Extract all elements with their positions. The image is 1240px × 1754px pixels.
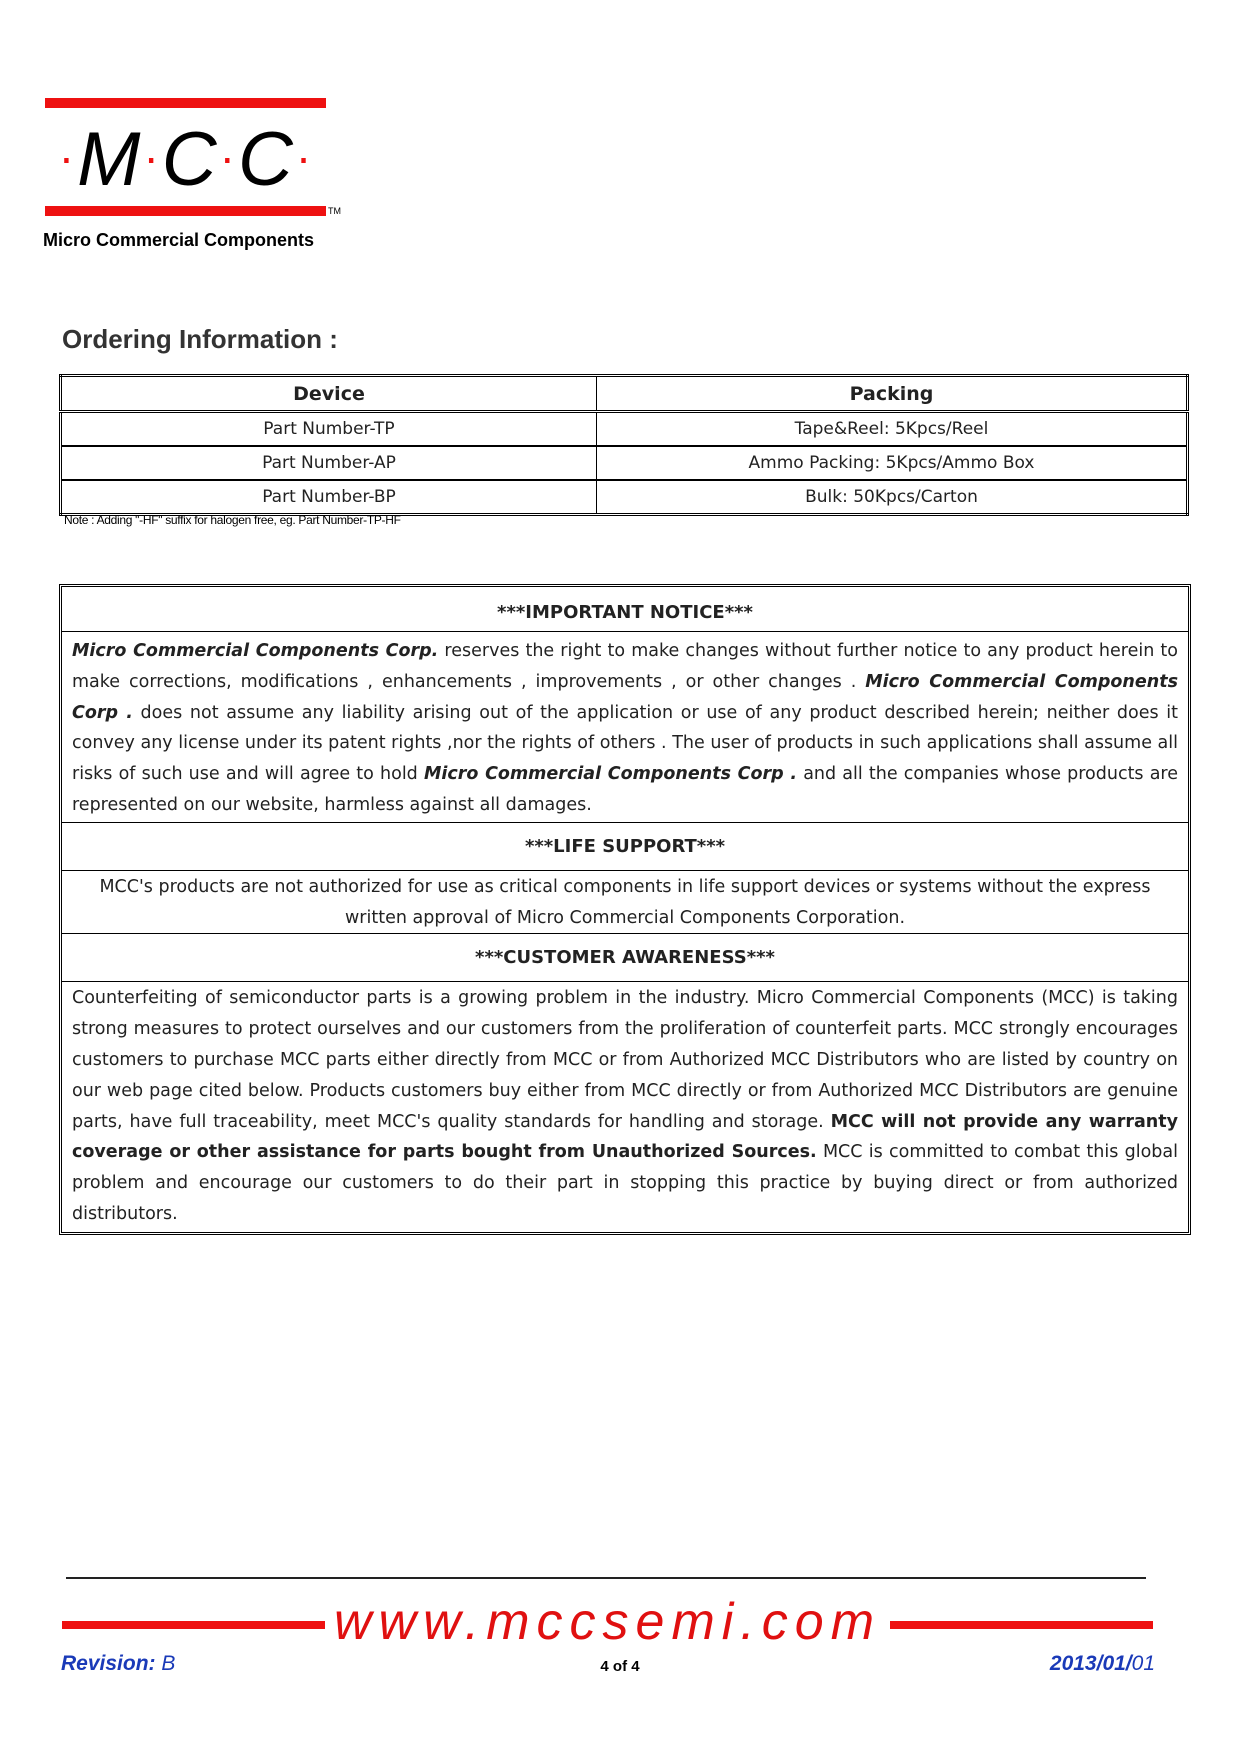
notice-text-part: does not assume any liability arising out of the application or use of any product described herein; neither does it convey any license under its patent rights ,nor the rights of others . The user of products in such applications shall assume all risks of such use and will agree to hold xyxy=(72,702,1179,785)
packing-cell: Bulk: 50Kpcs/Carton xyxy=(597,480,1188,515)
customer-awareness-title: ***CUSTOMER AWARENESS*** xyxy=(62,934,1188,982)
life-support-title: ***LIFE SUPPORT*** xyxy=(62,823,1188,871)
mcc-logo xyxy=(45,98,345,258)
header-device: Device xyxy=(61,376,597,412)
packing-cell: Ammo Packing: 5Kpcs/Ammo Box xyxy=(597,446,1188,480)
notice-text-part: reserves the right to make changes without further notice to any product herein to make corrections, modifications , enhancements , improvements , or other changes . xyxy=(72,641,1178,692)
revision-value: B xyxy=(155,1652,176,1675)
halogen-note: Note : Adding "-HF" suffix for halogen free, eg. Part Number-TP-HF xyxy=(64,513,401,527)
trademark-mark: TM xyxy=(328,206,341,216)
website-prefix: www. xyxy=(333,1593,487,1651)
website-url[interactable] xyxy=(330,1592,885,1652)
website-suffix: .com xyxy=(740,1593,882,1651)
logo-dot: · xyxy=(143,131,160,183)
website-name: mccsemi xyxy=(486,1593,741,1651)
logo-mark xyxy=(45,112,326,205)
logo-top-bar xyxy=(45,98,326,108)
notice-text-part: and all the companies whose products are represented on our website, harmless against all damages. xyxy=(72,764,1179,815)
company-emphasis: Micro Commercial Components Corp . xyxy=(423,764,798,785)
date-year-month: 2013/01/ xyxy=(1049,1652,1132,1675)
logo-letter-c2: C xyxy=(237,117,294,202)
awareness-text-part: MCC is committed to combat this global problem and encourage our customers to do their part in stopping this practice by buying direct or from authorized distributors. xyxy=(72,1142,1179,1224)
company-name: Micro Commercial Components xyxy=(43,230,315,250)
table-row xyxy=(61,412,1188,447)
date-day: 01 xyxy=(1131,1652,1155,1675)
logo-dot: · xyxy=(58,131,76,183)
page-number: 4 of 4 xyxy=(600,1658,640,1675)
awareness-text-part: Counterfeiting of semiconductor parts is a growing problem in the industry. Micro Commercial Components (MCC) is taking strong measures to protect ourselves and our customers from the proliferation of counterfeit parts. MCC strongly encourages customers to purchase MCC parts either directly from MCC or from Authorized MCC Distributors who are listed by country on our web page cited below. Products customers buy either from MCC directly or from Authorized MCC Distributors are genuine parts, have full traceability, meet MCC's quality standards for handling and storage. xyxy=(72,988,1178,1132)
warranty-emphasis: MCC will not provide any warranty coverage or other assistance for parts bought from Unauthorized Sources. xyxy=(72,1111,1178,1163)
device-cell: Part Number-TP xyxy=(61,412,597,447)
logo-letter-c1: C xyxy=(161,117,218,202)
footer-red-bar-left xyxy=(62,1621,325,1629)
revision xyxy=(61,1652,175,1676)
footer-red-bar-right xyxy=(890,1621,1153,1629)
header-packing: Packing xyxy=(597,376,1188,412)
logo-bottom-bar xyxy=(45,206,326,216)
ordering-title: Ordering Information : xyxy=(62,324,338,354)
life-support-text: MCC's products are not authorized for use as critical components in life support devices or systems without the express written approval of Micro Commercial Components Corporation. xyxy=(62,871,1188,935)
logo-dot: · xyxy=(295,131,313,183)
table-row xyxy=(61,480,1188,515)
important-notice-title: ***IMPORTANT NOTICE*** xyxy=(62,587,1188,632)
device-cell: Part Number-BP xyxy=(61,480,597,515)
notice-box xyxy=(59,584,1191,1235)
device-cell: Part Number-AP xyxy=(61,446,597,480)
customer-awareness-text xyxy=(62,982,1188,1231)
table-header-row xyxy=(61,376,1188,412)
company-emphasis: Micro Commercial Components Corp . xyxy=(72,671,1178,723)
packing-cell: Tape&Reel: 5Kpcs/Reel xyxy=(597,412,1188,447)
table-row xyxy=(61,446,1188,480)
revision-label: Revision: xyxy=(61,1652,156,1675)
revision-date xyxy=(980,1652,1155,1676)
ordering-table xyxy=(59,374,1189,516)
logo-dot: · xyxy=(219,131,236,183)
logo-letter-m: M xyxy=(77,117,142,202)
footer-divider xyxy=(66,1577,1146,1579)
company-emphasis: Micro Commercial Components Corp. xyxy=(72,641,439,661)
important-notice-text xyxy=(62,632,1188,823)
